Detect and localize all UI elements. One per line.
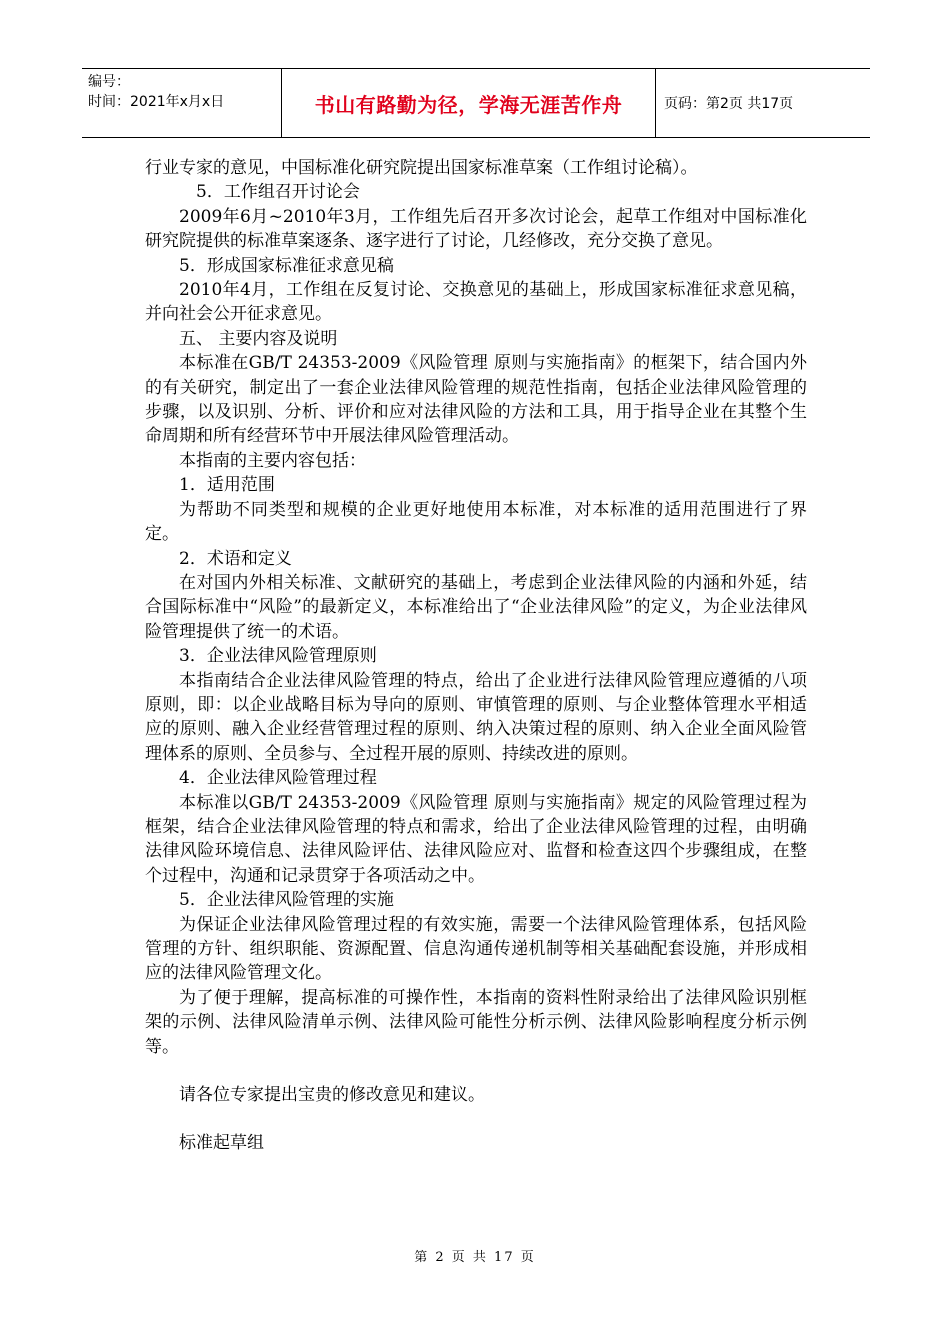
paragraph-principles: 本指南结合企业法律风险管理的特点，给出了企业进行法律风险管理应遵循的八项原则，即：以企业战略目标为导向的原则、审慎管理的原则、与企业整体管理水平相适应的原则、融入企业经营管理过程的原则、纳入决策过程的原则、纳入企业全面风险管理体系的原则、全员参与、全过程开展的原则、持续改进的原则。: [145, 670, 807, 764]
heading-principles: 3．企业法律风险管理原则: [179, 646, 377, 667]
paragraph-process: 本标准以GB/T 24353-2009《风险管理 原则与实施指南》规定的风险管理过程为框架，结合企业法律风险管理的特点和需求，给出了企业法律风险管理的过程，由明确法律风险环境信息、法律风险评估、法律风险应对、监督和检查这四个步骤组成，在整个过程中，沟通和记录贯穿于各项活动之中。: [145, 792, 807, 886]
paragraph-includes: 本指南的主要内容包括：: [179, 450, 366, 471]
heading-process: 4．企业法律风险管理过程: [179, 768, 377, 789]
document-body: [145, 156, 807, 1156]
paragraph-annexes: 为了便于理解，提高标准的可操作性，本指南的资料性附录给出了法律风险识别框架的示例、法律风险清单示例、法律风险可能性分析示例、法律风险影响程度分析示例等。: [145, 987, 807, 1057]
spacer: [145, 1107, 807, 1131]
paragraph-request: 请各位专家提出宝贵的修改意见和建议。: [179, 1085, 485, 1106]
paragraph-terms: 在对国内外相关标准、文献研究的基础上，考虑到企业法律风险的内涵和外延，结合国际标准中“风险”的最新定义，本标准给出了“企业法律风险”的定义，为企业法律风险管理提供了统一的术语。: [145, 572, 807, 642]
document-number-label: 编号：: [88, 74, 130, 90]
header-page-label: 页码：第2页 共17页: [664, 96, 794, 112]
paragraph-continued: 行业专家的意见，中国标准化研究院提出国家标准草案（工作组讨论稿）。: [145, 158, 698, 178]
signature: 标准起草组: [179, 1133, 264, 1154]
heading-scope: 1．适用范围: [179, 475, 275, 496]
heading-implementation: 5．企业法律风险管理的实施: [179, 890, 394, 911]
paragraph-meetings: 2009年6月~2010年3月，工作组先后召开多次讨论会，起草工作组对中国标准化研究院提供的标准草案逐条、逐字进行了讨论，几经修改，充分交换了意见。: [145, 206, 807, 252]
page-header: [82, 68, 870, 138]
heading-working-group-meetings: 5．工作组召开讨论会: [196, 182, 360, 203]
paragraph-draft: 2010年4月，工作组在反复讨论、交换意见的基础上，形成国家标准征求意见稿，并向社会公开征求意见。: [145, 280, 807, 325]
header-meta: [82, 69, 282, 137]
paragraph-scope: 为帮助不同类型和规模的企业更好地使用本标准，对本标准的适用范围进行了界定。: [145, 499, 807, 545]
header-motto: 书山有路勤为径，学海无涯苦作舟: [282, 69, 656, 137]
heading-terms: 2．术语和定义: [179, 548, 292, 569]
document-time-label: 时间：2021年x月x日: [88, 94, 225, 110]
heading-main-content: 五、 主要内容及说明: [179, 328, 338, 349]
heading-draft-formation: 5．形成国家标准征求意见稿: [179, 255, 394, 276]
paragraph-implementation: 为保证企业法律风险管理过程的有效实施，需要一个法律风险管理体系，包括风险管理的方针、组织职能、资源配置、信息沟通传递机制等相关基础配套设施，并形成相应的法律风险管理文化。: [145, 914, 807, 984]
page-footer: 第 2 页 共 17 页: [414, 1250, 536, 1265]
spacer: [145, 1059, 807, 1083]
paragraph-main-content: 本标准在GB/T 24353-2009《风险管理 原则与实施指南》的框架下，结合国内外的有关研究，制定出了一套企业法律风险管理的规范性指南，包括企业法律风险管理的步骤，以及识别、分析、评价和应对法律风险的方法和工具，用于指导企业在其整个生命周期和所有经营环节中开展法律风险管理活动。: [145, 353, 807, 447]
